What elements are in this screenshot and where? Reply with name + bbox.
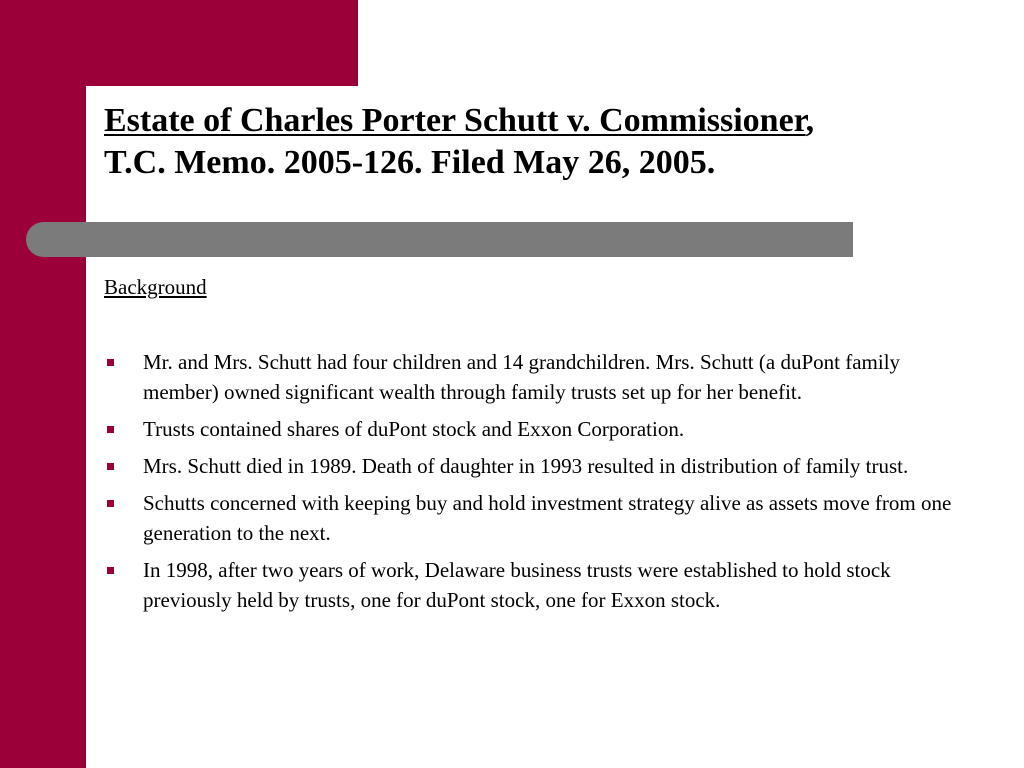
bullet-item — [104, 414, 954, 444]
bullet-square-icon — [107, 500, 114, 507]
bullet-square-icon — [107, 359, 114, 366]
bullet-text: Mrs. Schutt died in 1989. Death of daughter in 1993 resulted in distribution of family trust. — [143, 454, 909, 478]
case-citation: T.C. Memo. 2005-126. Filed May 26, 2005. — [104, 144, 716, 181]
accent-band-left — [0, 0, 86, 768]
bullet-text: Mr. and Mrs. Schutt had four children and 14 grandchildren. Mrs. Schutt (a duPont family member) owned significant wealth through family trusts set up for her benefit. — [143, 350, 901, 404]
bullet-item — [104, 347, 954, 407]
accent-band-top — [0, 0, 358, 86]
bullet-square-icon — [107, 567, 114, 574]
bullet-item — [104, 555, 954, 615]
slide-title — [104, 100, 984, 184]
bullet-square-icon — [107, 426, 114, 433]
bullet-square-icon — [107, 463, 114, 470]
bullet-text: Schutts concerned with keeping buy and hold investment strategy alive as assets move from one generation to the next. — [143, 491, 952, 545]
section-heading: Background — [104, 275, 207, 299]
bullet-text: In 1998, after two years of work, Delaware business trusts were established to hold stock previously held by trusts, one for duPont stock, one for Exxon stock. — [143, 558, 891, 612]
bullet-list — [104, 347, 954, 622]
title-comma: , — [805, 102, 815, 139]
bullet-text: Trusts contained shares of duPont stock and Exxon Corporation. — [143, 417, 685, 441]
bullet-item — [104, 451, 954, 481]
case-name: Estate of Charles Porter Schutt v. Commissioner — [104, 102, 806, 139]
divider-bar — [26, 222, 853, 257]
bullet-item — [104, 488, 954, 548]
